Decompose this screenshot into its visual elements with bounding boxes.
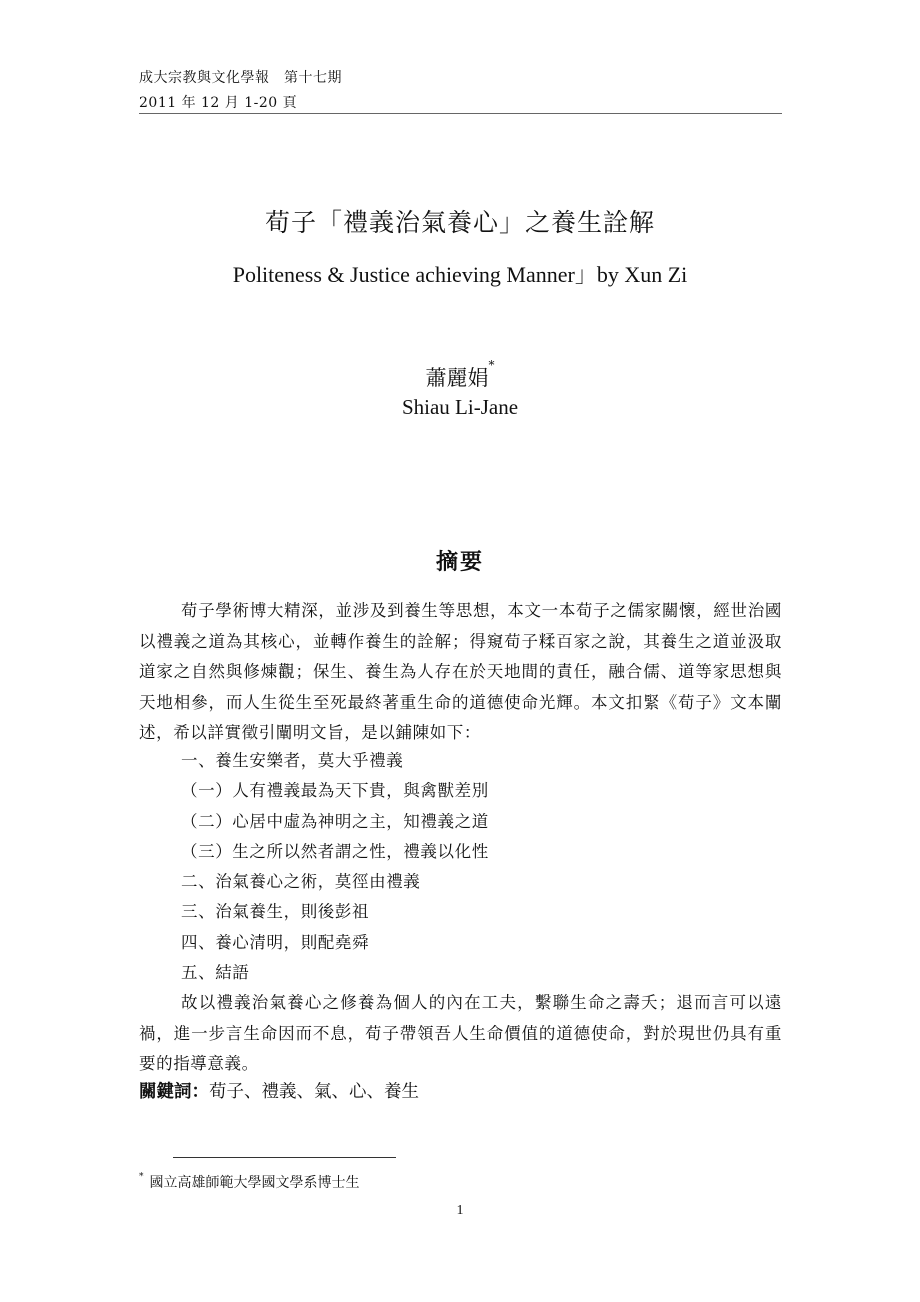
- title-chinese: 荀子「禮義治氣養心」之養生詮解: [264, 208, 655, 237]
- abstract-paragraph-2: 故以禮義治氣養心之修養為個人的內在工夫，繫聯生命之壽夭；退而言可以遠禍，進一步言生命因而不息，荀子帶領吾人生命價值的道德使命，對於現世仍具有重要的指導意義。: [139, 993, 782, 1073]
- outline-item: 五、結語: [181, 963, 250, 983]
- outline-item: （二）心居中虛為神明之主，知禮義之道: [181, 811, 489, 831]
- outline-item: （一）人有禮義最為天下貴，與禽獸差別: [181, 781, 489, 801]
- footnote-mark: *: [139, 1172, 144, 1182]
- outline-item: （三）生之所以然者謂之性，禮義以化性: [181, 841, 489, 861]
- footnote: [139, 1172, 360, 1192]
- header-divider: [139, 113, 782, 114]
- author-footnote-mark: *: [488, 358, 495, 372]
- footnote-text: 國立高雄師範大學國文學系博士生: [149, 1175, 360, 1191]
- abstract-heading: 摘要: [435, 549, 484, 575]
- author-english: Shiau Li-Jane: [401, 395, 519, 419]
- author-chinese: [0, 358, 920, 392]
- keywords: [139, 1078, 419, 1103]
- journal-date-pages: 2011 年 12 月 1-20 頁: [139, 95, 298, 111]
- abstract-paragraph-1: 荀子學術博大精深，並涉及到養生等思想，本文一本荀子之儒家關懷，經世治國以禮義之道為其核心，並轉作養生的詮解；得窺荀子糅百家之說，其養生之道並汲取道家之自然與修煉觀；保生、養生為人存在於天地間的責任，融合儒、道等家思想與天地相參，而人生從生至死最終著重生命的道德使命光輝。本文扣緊《荀子》文本闡述，希以詳實徵引闡明文旨，是以鋪陳如下：: [139, 601, 782, 742]
- page-number: 1: [456, 1203, 464, 1218]
- outline-item: 三、治氣養生，則後彭祖: [181, 902, 370, 922]
- abstract-outline: [181, 746, 489, 988]
- outline-item: 一、養生安樂者，莫大乎禮義: [181, 751, 404, 770]
- author-name: 蕭麗娟: [425, 366, 489, 390]
- keywords-value: 荀子、禮義、氣、心、養生: [209, 1082, 419, 1102]
- keywords-label: 關鍵詞：: [139, 1082, 209, 1102]
- outline-item: 二、治氣養心之術，莫徑由禮義: [181, 872, 421, 892]
- footnote-divider: [173, 1157, 396, 1158]
- outline-item: 四、養心清明，則配堯舜: [181, 932, 370, 952]
- title-english: Politeness & Justice achieving Manner」by Xun Zi: [232, 262, 688, 287]
- journal-header: 成大宗教與文化學報 第十七期: [139, 70, 342, 86]
